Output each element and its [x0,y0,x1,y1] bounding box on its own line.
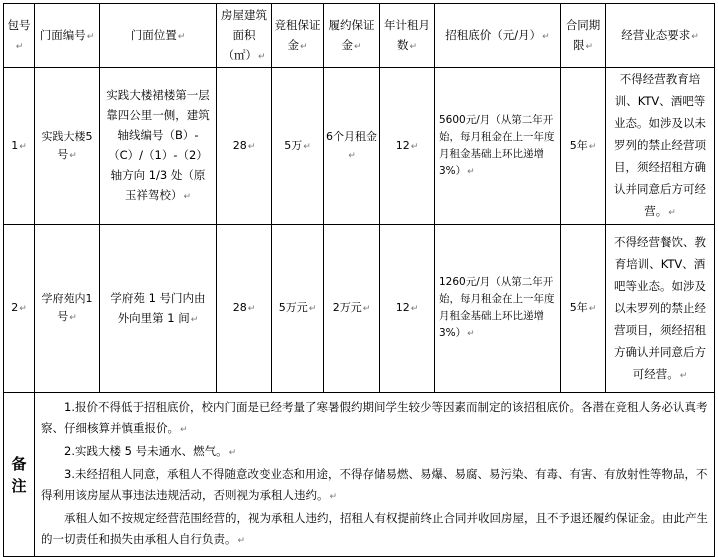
cell-months: 12↵ [380,68,435,225]
note-item-3: 3.未经招租人同意，承租人不得随意改变业态和用途，不得存储易燃、易爆、易腐、易污染、有毒、有害、有放射性等物品，不得利用该房屋从事违法违规活动，否则视为承租人违约。↵ [41,467,708,502]
cell-months: 12↵ [380,225,435,393]
header-base-price: 招租底价（元/月）↵ [435,4,561,68]
cell-store-no: 学府苑内1号↵ [35,225,100,393]
cell-deposit: 5万元↵ [272,225,324,393]
cell-area: 28↵ [217,225,272,393]
header-requirements: 经营业态要求↵ [606,4,715,68]
notes-row [4,393,715,557]
cell-base-price: 5600元/月（从第二年开始，每月租金在上一年度月租金基础上环比递增 3%）↵ [435,68,561,225]
notes-label: 备注 [4,393,35,557]
cell-location: 实践大楼裙楼第一层靠四公里一侧，建筑轴线编号（B）-（C）/（1）-（2）轴方向 1/3 处（原玉祥驾校）↵ [100,68,217,225]
cell-location: 学府苑 1 号门内由外向里第 1 间↵ [100,225,217,393]
cell-term: 5年↵ [561,68,606,225]
header-term: 合同期限↵ [561,4,606,68]
header-deposit: 竞租保证金↵ [272,4,324,68]
table-row [4,68,715,225]
note-item-2: 2.实践大楼 5 号未通水、燃气。↵ [64,444,237,458]
cell-performance-deposit: 6个月租金↵ [324,68,380,225]
note-item-1: 1.报价不得低于招租底价，校内门面是已经考量了寒暑假约期间学生较少等因素而制定的该招租底价。各潜在竞租人务必认真考察、仔细核算并慎重报价。↵ [41,400,708,435]
table-row [4,225,715,393]
header-performance-deposit: 履约保证金↵ [324,4,380,68]
cell-package-no: 1↵ [4,68,35,225]
cell-area: 28↵ [217,68,272,225]
cell-deposit: 5万↵ [272,68,324,225]
notes-content [35,393,715,557]
cell-performance-deposit: 2万元↵ [324,225,380,393]
note-item-4: 承租人如不按规定经营范围经营的，视为承租人违约，招租人有权提前终止合同并收回房屋，且不予退还履约保证金。由此产生的一切责任和损失由承租人自行负责。↵ [41,511,708,546]
cell-store-no: 实践大楼5号↵ [35,68,100,225]
header-months: 年计租月数↵ [380,4,435,68]
header-area: 房屋建筑面积（㎡）↵ [217,4,272,68]
cell-term: 5年↵ [561,225,606,393]
header-location: 门面位置↵ [100,4,217,68]
lease-table [3,3,715,557]
cell-base-price: 1260元/月（从第二年开始，每月租金在上一年度月租金基础上环比递增 3%）↵ [435,225,561,393]
cell-requirements: 不得经营餐饮、教育培训、KTV、酒吧等业态。如涉及以未罗列的禁止经营项目，须经招租方确认并同意后方可经营。↵ [606,225,715,393]
header-row [4,4,715,68]
header-store-no: 门面编号↵ [35,4,100,68]
cell-package-no: 2↵ [4,225,35,393]
header-package-no: 包号↵ [4,4,35,68]
cell-requirements: 不得经营教育培训、KTV、酒吧等业态。如涉及以未罗列的禁止经营项目，须经招租方确认并同意后方可经营。↵ [606,68,715,225]
